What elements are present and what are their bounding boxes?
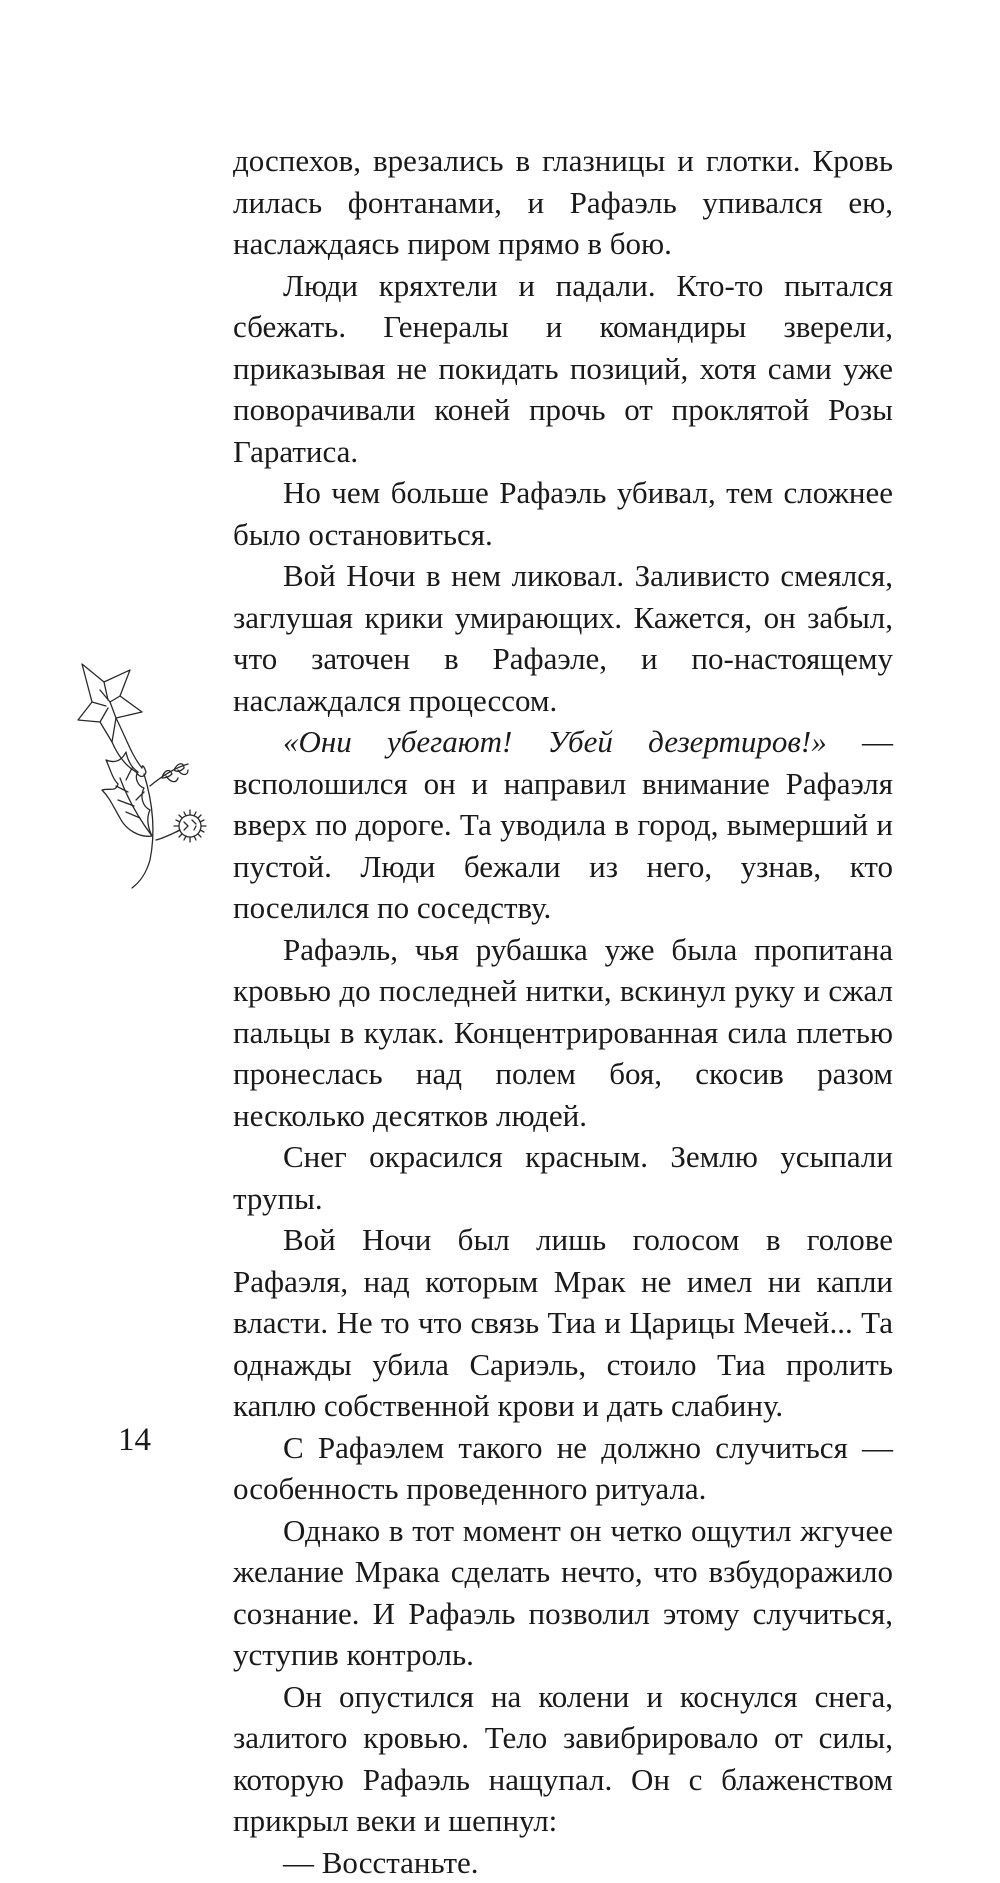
paragraph: Вой Ночи в нем ликовал. Заливисто смеялся, заглушая крики умирающих. Кажется, он забыл, что заточен в Рафаэле, и по-настоящему наслаждался процессом. [233, 555, 893, 721]
paragraph: Он опустился на колени и коснулся снега, залитого кровью. Тело завибрировало от силы, которую Рафаэль нащупал. Он с блаженством прикрыл веки и шепнул: [233, 1676, 893, 1842]
datura-flower-icon [70, 660, 230, 890]
paragraph [233, 721, 893, 929]
paragraph: Снег окрасился красным. Землю усыпали трупы. [233, 1136, 893, 1219]
paragraph-continuation: — всполошился он и направил внимание Рафаэля вверх по дороге. Та уводила в город, вымерший и пустой. Люди бежали из него, узнав, кто поселился по соседству. [233, 724, 893, 925]
page-number: 14 [118, 1420, 151, 1460]
paragraph: С Рафаэлем такого не должно случиться — особенность проведенного ритуала. [233, 1427, 893, 1510]
paragraph: Однако в тот момент он четко ощутил жгучее желание Мрака сделать нечто, что взбудоражило сознание. И Рафаэль позволил этому случиться, уступив контроль. [233, 1510, 893, 1676]
italic-quote: «Они убегают! Убей дезертиров!» [283, 724, 827, 759]
paragraph: Люди кряхтели и падали. Кто-то пытался сбежать. Генералы и командиры зверели, приказывая не покидать позиций, хотя сами уже поворачивали коней прочь от проклятой Розы Гаратиса. [233, 265, 893, 473]
paragraph: Вой Ночи был лишь голосом в голове Рафаэля, над которым Мрак не имел ни капли власти. Не то что связь Тиа и Царицы Мечей... Та однажды убила Сариэль, стоило Тиа пролить каплю собственной крови и дать слабину. [233, 1219, 893, 1427]
flower-illustration [70, 660, 230, 890]
paragraph: Рафаэль, чья рубашка уже была пропитана кровью до последней нитки, вскинул руку и сжал пальцы в кулак. Концентрированная сила плетью пронеслась над полем боя, скосив разом несколько десятков людей. [233, 929, 893, 1137]
body-text [233, 140, 893, 1883]
paragraph: доспехов, врезались в глазницы и глотки. Кровь лилась фонтанами, и Рафаэль упивался ею, наслаждаясь пиром прямо в бою. [233, 140, 893, 265]
paragraph: — Восстаньте. [233, 1842, 893, 1883]
paragraph: Но чем больше Рафаэль убивал, тем сложнее было остановиться. [233, 472, 893, 555]
